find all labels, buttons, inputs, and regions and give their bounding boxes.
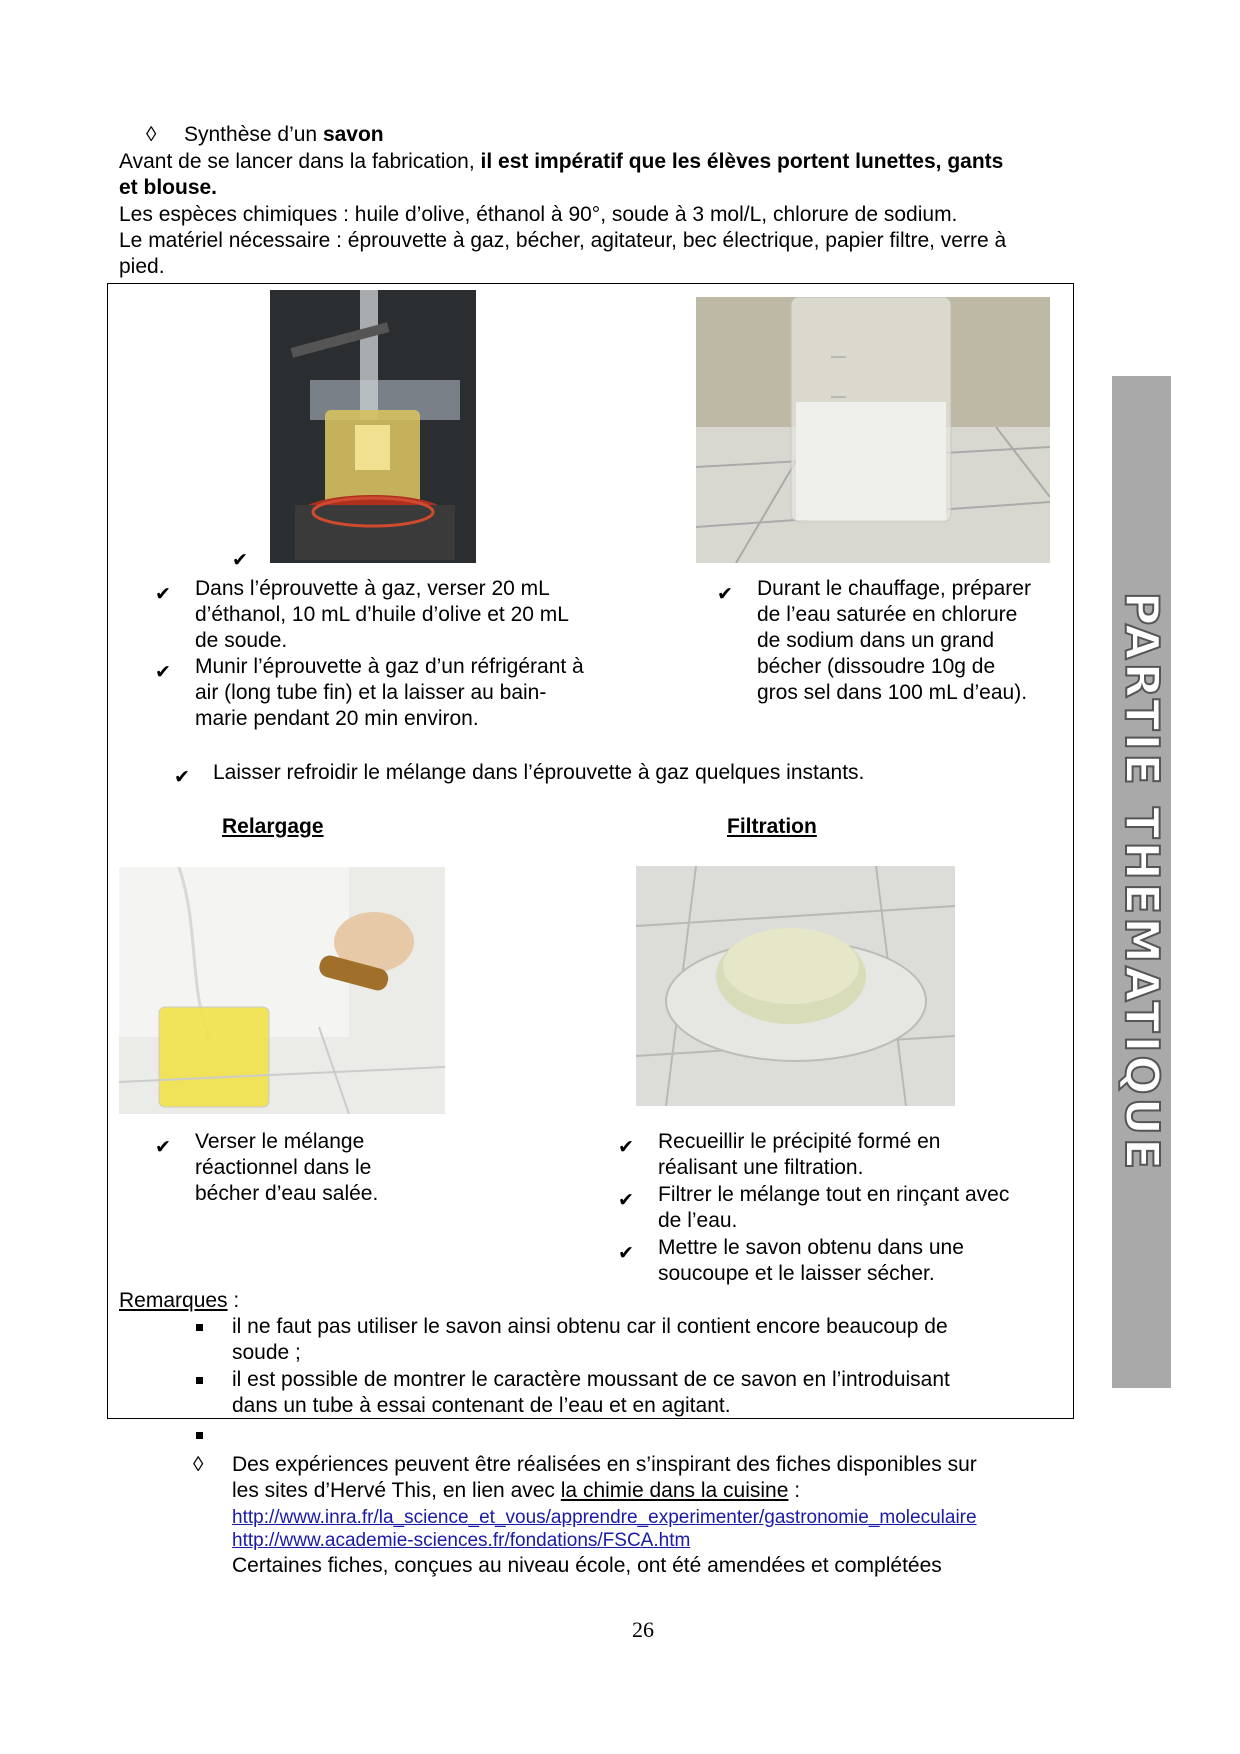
filtration-step-3: Mettre le savon obtenu dans une soucoupe et le laisser sécher. (658, 1236, 964, 1285)
academie-sciences-link[interactable]: http://www.academie-sciences.fr/fondations/FSCA.htm (232, 1530, 691, 1551)
equipment-line-1: Le matériel nécessaire : éprouvette à gaz, bécher, agitateur, bec électrique, papier filtre, verre à (119, 229, 1007, 252)
soap-saucer-illustration (636, 866, 955, 1106)
page-number: 26 (632, 1617, 654, 1642)
checkmark-step-1: ✔ (155, 584, 171, 605)
step-2-text: Munir l’éprouvette à gaz d’un réfrigérant à air (long tube fin) et la laisser au bain- marie pendant 20 min environ. (195, 655, 584, 730)
diamond-bullet-2: ◊ (193, 1453, 204, 1476)
photo-heating-setup (270, 290, 476, 563)
checkmark-filtration-2: ✔ (618, 1190, 634, 1211)
square-bullet-2 (196, 1377, 203, 1384)
chemical-species: Les espèces chimiques : huile d’olive, éthanol à 90°, soude à 3 mol/L, chlorure de sodium. (119, 203, 958, 226)
resources-line-1: Des expériences peuvent être réalisées en s’inspirant des fiches disponibles sur (232, 1453, 977, 1476)
photo-pouring (119, 867, 445, 1114)
remarque-2: il est possible de montrer le caractère moussant de ce savon en l’introduisant dans un tube à essai contenant de l’eau et en agitant. (232, 1368, 950, 1417)
chimie-cuisine-link[interactable]: la chimie dans la cuisine (560, 1479, 789, 1502)
inra-link[interactable]: http://www.inra.fr/la_science_et_vous/apprendre_experimenter/gastronomie_moleculaire (232, 1507, 977, 1528)
cooling-step: Laisser refroidir le mélange dans l’éprouvette à gaz quelques instants. (213, 761, 865, 784)
side-tab (1112, 376, 1171, 1388)
resources-line-2: les sites d’Hervé This, en lien avec la chimie dans la cuisine : (232, 1479, 801, 1502)
filtration-step-2: Filtrer le mélange tout en rinçant avec de l’eau. (658, 1183, 1010, 1232)
remarques-heading: Remarques : (119, 1289, 240, 1312)
checkmark-relargage: ✔ (155, 1137, 171, 1158)
heading-filtration: Filtration (727, 815, 817, 838)
checkmark-filtration-1: ✔ (618, 1137, 634, 1158)
beaker-illustration (696, 297, 1050, 563)
step-1-text: Dans l’éprouvette à gaz, verser 20 mL d’éthanol, 10 mL d’huile d’olive et 20 mL de soude. (195, 577, 569, 652)
photo-soap-saucer (636, 866, 955, 1106)
side-tab-label: PARTIE THEMATIQUE (1114, 591, 1169, 1173)
checkmark-cool: ✔ (174, 767, 190, 788)
filtration-step-1: Recueillir le précipité formé en réalisant une filtration. (658, 1130, 941, 1179)
remarque-1: il ne faut pas utiliser le savon ainsi obtenu car il contient encore beaucoup de soude ; (232, 1315, 948, 1364)
checkmark-filtration-3: ✔ (618, 1243, 634, 1264)
pouring-illustration (119, 867, 445, 1114)
safety-warning: Avant de se lancer dans la fabrication, il est impératif que les élèves portent lunettes, gants et blouse. (119, 150, 1004, 199)
step-right-text: Durant le chauffage, préparer de l’eau saturée en chlorure de sodium dans un grand bécher (dissoudre 10g de gros sel dans 100 mL d’eau). (757, 577, 1031, 704)
heating-setup-illustration (270, 290, 476, 563)
stray-checkmark: ✔ (232, 550, 248, 571)
diamond-bullet: ◊ (146, 123, 157, 146)
square-bullet-1 (196, 1324, 203, 1331)
section-title: Synthèse d’un savon (184, 123, 384, 146)
relargage-text: Verser le mélange réactionnel dans le bécher d’eau salée. (195, 1130, 379, 1205)
checkmark-step-right: ✔ (717, 584, 733, 605)
square-bullet-empty (196, 1432, 203, 1439)
heading-relargage: Relargage (222, 815, 324, 838)
photo-salt-water-beaker (696, 297, 1050, 563)
resources-line-5: Certaines fiches, conçues au niveau école, ont été amendées et complétées (232, 1554, 942, 1577)
checkmark-step-2: ✔ (155, 662, 171, 683)
equipment-line-2: pied. (119, 255, 165, 278)
